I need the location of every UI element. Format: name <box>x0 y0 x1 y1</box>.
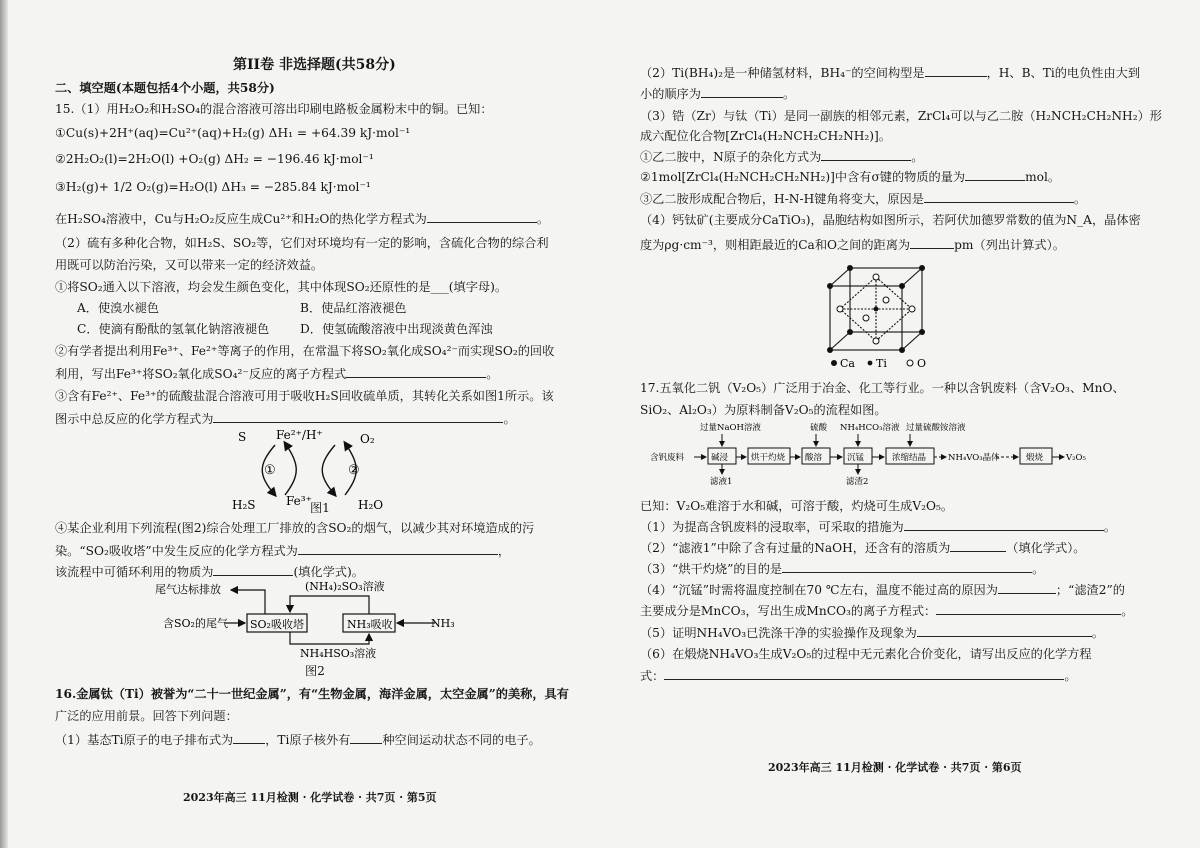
exhaust-arrow <box>231 590 265 614</box>
part-heading: 二、填空题(本题包括4个小题，共58分) <box>55 81 275 95</box>
label-cycle-2: ② <box>348 463 360 478</box>
figure-2-flow <box>155 578 455 660</box>
option-c: C．使滴有酚酞的氢氧化钠溶液褪色 <box>77 322 270 336</box>
footer-left: 2023年高三 11月检测 · 化学试卷 · 共7页 · 第5页 <box>183 791 437 804</box>
q16-3-1: ①乙二胺中，N原子的杂化方式为 。 <box>640 150 924 164</box>
q15-2-3b: 图示中总反应的化学方程式为 。 <box>55 412 516 426</box>
flow-feed-label: 含钒废料 <box>650 453 685 463</box>
sulfite-label: (NH₄)₂SO₃溶液 <box>305 580 385 593</box>
q17-4a: （4）“沉锰”时需将温度控制在70 ℃左右，温度不能过高的原因为 ；“滤渣2”的 <box>640 583 1125 597</box>
q17-2: （2）“滤液1”中除了含有过量的NaOH，还含有的溶质为 （填化学式）。 <box>640 541 1086 555</box>
legend-ca-dot <box>831 360 837 366</box>
q15-2-3a: ③含有Fe²⁺、Fe³⁺的硫酸盐混合溶液可用于吸收H₂S回收硫单质，其转化关系如图1所示。该 <box>55 389 554 403</box>
label-fe3: Fe³⁺ <box>286 494 312 508</box>
flow-nh4hco3-label: NH₄HCO₃溶液 <box>840 423 900 433</box>
cycle-2-arc-left <box>322 445 335 495</box>
q15-2-4a: ④某企业利用下列流程(图2)综合处理工厂排放的含SO₂的烟气，以减少其对环境造成的污 <box>55 521 535 535</box>
so2-tower-label: SO₂吸收塔 <box>250 618 304 631</box>
nh3-absorb-label: NH₃吸收 <box>347 618 393 631</box>
q16-intro-a: 16.金属钛（Ti）被誉为“二十一世纪金属”，有“生物金属，海洋金属，太空金属”的美称，具有 <box>55 687 569 701</box>
q16-3-3: ③乙二胺形成配合物后，H-N-H键角将变大，原因是 。 <box>640 192 1087 206</box>
q16-3b: 成六配位化合物[ZrCl₄(H₂NCH₂CH₂NH₂)]。 <box>640 129 891 143</box>
flow-b6: 煅烧 <box>1026 453 1044 463</box>
flow-b2: 烘干灼烧 <box>751 453 786 463</box>
q16-4b: 度为ρg·cm⁻³，则相距最近的Ca和O之间的距离为 pm（列出计算式）。 <box>640 238 1065 252</box>
q16-2b: 小的顺序为 。 <box>640 87 796 101</box>
q17-5: （5）证明NH₄VO₃已洗涤干净的实验操作及现象为 。 <box>640 626 1104 640</box>
flow-b5: 浓缩结晶 <box>892 453 927 463</box>
flow-nh4so4-label: 过量硫酸铵溶液 <box>906 423 966 433</box>
left-page <box>55 0 569 848</box>
equation-3: ③H₂(g)+ 1/2 O₂(g)=H₂O(l) ΔH₃ = −285.84 kJ·mol⁻¹ <box>55 180 371 194</box>
cycle-1-arc-right <box>285 443 296 495</box>
q17-intro-a: 17.五氧化二钒（V₂O₅）广泛用于冶金、化工等行业。一种以含钒废料（含V₂O₃、MnO、 <box>640 381 1125 395</box>
option-b: B．使品红溶液褪色 <box>300 301 407 315</box>
flow-b4: 沉锰 <box>847 453 865 463</box>
label-s: S <box>238 430 247 444</box>
option-d: D．使氢硫酸溶液中出现淡黄色浑浊 <box>300 322 493 336</box>
q15-2-4c: 该流程中可循环利用的物质为 (填化学式)。 <box>55 565 364 579</box>
flow-residue-2: 滤渣2 <box>846 477 869 487</box>
q15-2-intro-a: （2）硫有多种化合物，如H₂S、SO₂等，它们对环境均有一定的影响，含硫化合物的综合利 <box>55 236 549 250</box>
q17-6a: （6）在煅烧NH₄VO₃生成V₂O₅的过程中无元素化合价变化，请写出反应的化学方程 <box>640 647 1092 661</box>
known-note: 已知：V₂O₅难溶于水和碱，可溶于酸，灼烧可生成V₂O₅。 <box>640 499 954 513</box>
section-title: 第II卷 非选择题(共58分) <box>233 57 396 73</box>
legend-o: O <box>917 357 927 370</box>
q17-3: （3）“烘干灼烧”的目的是 。 <box>640 562 1045 576</box>
q15-2-intro-b: 用既可以防治污染，又可以带来一定的经济效益。 <box>55 258 324 272</box>
flow-product: NH₄VO₃晶体 <box>948 453 1000 463</box>
q15-2-1: ①将SO₂通入以下溶液，均会发生颜色变化，其中体现SO₂还原性的是___(填字母)。 <box>55 280 508 294</box>
q15-2-2b: 利用，写出Fe³⁺将SO₂氧化成SO₄²⁻反应的离子方程式 。 <box>55 367 499 381</box>
perovskite-unit-cell <box>820 262 950 370</box>
flow-filtrate-1: 滤液1 <box>710 477 733 487</box>
q17-4b: 主要成分是MnCO₃，写出生成MnCO₃的离子方程式： 。 <box>640 604 1134 618</box>
exhaust-label: 尾气达标排放 <box>155 583 221 596</box>
q17-6b: 式： 。 <box>640 669 1077 683</box>
legend-ti: Ti <box>876 357 887 370</box>
q15-2-4b: 染。“SO₂吸收塔”中发生反应的化学方程式为 ， <box>55 544 511 558</box>
flow-naoh-label: 过量NaOH溶液 <box>700 423 761 433</box>
q16-2a: （2）Ti(BH₄)₂是一种储氢材料，BH₄⁻的空间构型是 ，H、B、Ti的电负性由大到 <box>640 66 1141 80</box>
figure-2-caption: 图2 <box>305 664 325 678</box>
q15-1-question: 在H₂SO₄溶液中，Cu与H₂O₂反应生成Cu²⁺和H₂O的热化学方程式为 。 <box>55 212 550 226</box>
nh3-label: NH₃ <box>431 617 455 630</box>
label-o2: O₂ <box>360 432 375 446</box>
legend-o-dot <box>907 360 913 366</box>
figure-1-caption: 图1 <box>310 501 330 515</box>
label-h2o: H₂O <box>358 498 384 512</box>
flow-b1: 碱浸 <box>711 453 729 463</box>
v2o5-flowchart <box>650 418 1130 490</box>
inlet-label: 含SO₂的尾气 <box>163 617 228 630</box>
right-page <box>640 0 1162 848</box>
sulfite-recycle-arrow <box>290 596 369 614</box>
q16-3a: （3）锆（Zr）与钛（Ti）是同一副族的相邻元素，ZrCl₄可以与乙二胺（H₂NCH₂CH₂NH₂）形 <box>640 109 1162 123</box>
equation-1: ①Cu(s)+2H⁺(aq)=Cu²⁺(aq)+H₂(g) ΔH₁ = +64.39 kJ·mol⁻¹ <box>55 126 411 140</box>
footer-right: 2023年高三 11月检测 · 化学试卷 · 共7页 · 第6页 <box>768 761 1022 774</box>
label-cycle-1: ① <box>264 463 276 478</box>
q17-intro-b: SiO₂、Al₂O₃）为原料制备V₂O₅的流程如图。 <box>640 403 887 417</box>
q16-intro-b: 广泛的应用前景。回答下列问题： <box>55 709 238 723</box>
label-fe2-h: Fe²⁺/H⁺ <box>276 428 323 442</box>
flow-b3: 酸溶 <box>805 453 823 463</box>
legend-ca: Ca <box>840 357 855 370</box>
q15-intro: 15.（1）用H₂O₂和H₂SO₄的混合溶液可溶出印刷电路板金属粉末中的铜。已知： <box>55 102 493 116</box>
q16-3-2: ②1mol[ZrCl₄(H₂NCH₂CH₂NH₂)]中含有σ键的物质的量为 mol。 <box>640 170 1061 184</box>
bisulfite-arrow <box>290 632 369 644</box>
legend-ti-dot <box>868 361 873 366</box>
scan-edge <box>0 0 8 848</box>
label-h2s: H₂S <box>232 498 256 512</box>
q16-1: （1）基态Ti原子的电子排布式为 ，Ti原子核外有 种空间运动状态不同的电子。 <box>55 733 541 747</box>
flow-h2so4-label: 硫酸 <box>810 423 828 433</box>
flow-v2o5: V₂O₅ <box>1066 453 1086 463</box>
bisulfite-label: NH₄HSO₃溶液 <box>300 647 377 660</box>
q16-4a: （4）钙钛矿(主要成分CaTiO₃)，晶胞结构如图所示，若阿伏加德罗常数的值为N_A，晶体密 <box>640 213 1141 227</box>
q17-1: （1）为提高含钒废料的浸取率，可采取的措施为 。 <box>640 520 1116 534</box>
option-a: A．使溴水褪色 <box>77 301 159 315</box>
equation-2: ②2H₂O₂(l)=2H₂O(l) +O₂(g) ΔH₂ = −196.46 kJ·mol⁻¹ <box>55 152 374 166</box>
q15-2-2a: ②有学者提出利用Fe³⁺、Fe²⁺等离子的作用，在常温下将SO₂氧化成SO₄²⁻而实现SO₂的回收 <box>55 344 555 358</box>
